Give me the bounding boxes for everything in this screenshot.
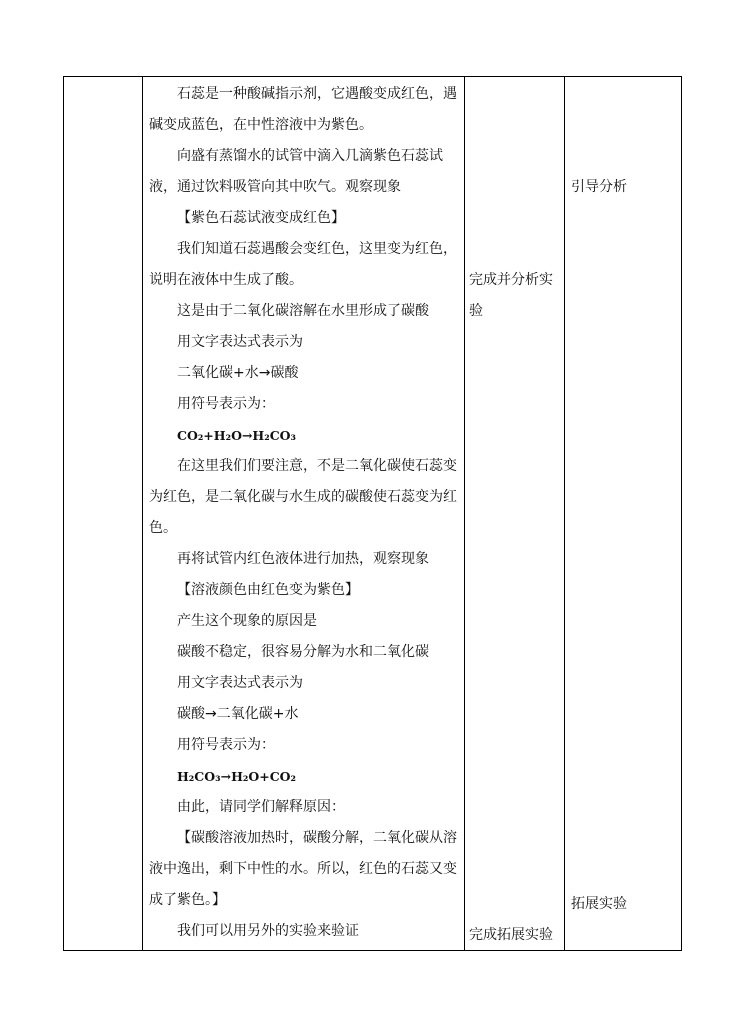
paragraph-litmus-intro: 石蕊是一种酸碱指示剂，它遇酸变成红色，遇碱变成蓝色，在中性溶液中为紫色。 <box>149 86 457 133</box>
lesson-table <box>63 76 682 951</box>
teaching-content-cell <box>149 79 461 947</box>
paragraph-reason-label: 产生这个现象的原因是 <box>177 613 317 629</box>
paragraph-symbol-label-2: 用符号表示为： <box>177 737 275 753</box>
word-equation-decomposition: 碳酸→二氧化碳+水 <box>177 706 299 722</box>
paragraph-experiment-blow: 向盛有蒸馏水的试管中滴入几滴紫色石蕊试液，通过饮料吸管向其中吹气。观察现象 <box>149 148 443 195</box>
teacher-activity-2: 拓展实验 <box>571 896 627 912</box>
word-equation-formation: 二氧化碳+水→碳酸 <box>177 365 299 381</box>
paragraph-attention-note: 在这里我们们要注意，不是二氧化碳使石蕊变为红色，是二氧化碳与水生成的碳酸使石蕊变为红色。 <box>149 458 457 536</box>
paragraph-explain-prompt: 由此，请同学们解释原因： <box>177 799 345 815</box>
paragraph-unstable: 碳酸不稳定，很容易分解为水和二氧化碳 <box>177 644 429 660</box>
paragraph-symbol-label: 用符号表示为： <box>177 396 275 412</box>
chemical-equation-formation: CO₂+H₂O→H₂CO₃ <box>177 428 297 443</box>
student-activity-2: 完成拓展实验 <box>469 927 553 943</box>
paragraph-verify: 我们可以用另外的实验来验证 <box>177 923 359 939</box>
column-divider <box>142 77 143 950</box>
column-divider <box>564 77 565 950</box>
teacher-activity-1: 引导分析 <box>571 179 627 195</box>
student-activity-1: 完成并分析实验 <box>469 272 553 319</box>
chemical-equation-decomposition: H₂CO₃→H₂O+CO₂ <box>177 769 297 784</box>
paragraph-word-expression-label-2: 用文字表达式表示为 <box>177 675 303 691</box>
paragraph-heat-experiment: 再将试管内红色液体进行加热，观察现象 <box>177 551 429 567</box>
paragraph-word-expression-label: 用文字表达式表示为 <box>177 334 303 350</box>
paragraph-carbonic-acid: 这是由于二氧化碳溶解在水里形成了碳酸 <box>177 303 429 319</box>
column-divider <box>464 77 465 950</box>
paragraph-observation-purple: 【溶液颜色由红色变为紫色】 <box>177 582 359 598</box>
paragraph-explanation: 【碳酸溶液加热时，碳酸分解，二氧化碳从溶液中逸出，剩下中性的水。所以，红色的石蕊又变成了紫色。】 <box>149 830 457 908</box>
paragraph-observation-red: 【紫色石蕊试液变成红色】 <box>177 210 345 226</box>
paragraph-acid-formed: 我们知道石蕊遇酸会变红色，这里变为红色，说明在液体中生成了酸。 <box>149 241 457 288</box>
